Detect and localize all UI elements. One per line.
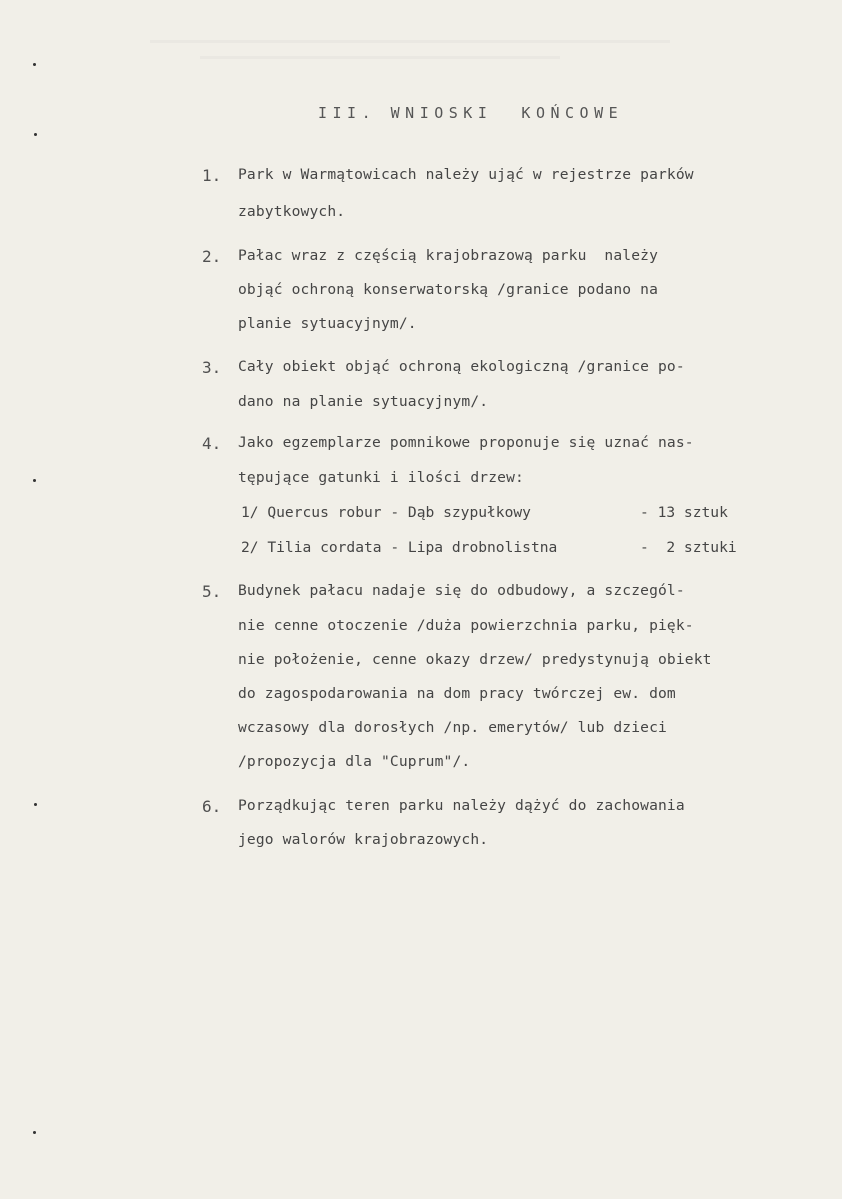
punch-mark (33, 1131, 36, 1134)
item-number: 2. (202, 247, 222, 266)
item-number: 4. (202, 434, 222, 453)
section-heading: III. WNIOSKI KOŃCOWE (318, 104, 624, 122)
item-number: 6. (202, 797, 222, 816)
tree-count: - 2 sztuki (640, 539, 737, 556)
tree-species-name: 1/ Quercus robur - Dąb szypułkowy (241, 504, 531, 521)
show-through-text (200, 56, 560, 59)
item-text-line: Park w Warmątowicach należy ująć w rejestrze parków (238, 166, 694, 183)
item-text-line: Cały obiekt objąć ochroną ekologiczną /granice po- (238, 358, 685, 375)
punch-mark (33, 479, 36, 482)
tree-count: - 13 sztuk (640, 504, 728, 521)
item-number: 1. (202, 166, 222, 185)
item-text-line: Porządkując teren parku należy dążyć do zachowania (238, 797, 685, 814)
item-number: 3. (202, 358, 222, 377)
item-text-line: Budynek pałacu nadaje się do odbudowy, a szczegól- (238, 582, 685, 599)
item-text-line: objąć ochroną konserwatorską /granice podano na (238, 281, 659, 298)
item-text-line: Jako egzemplarze pomnikowe proponuje się uznać nas- (238, 434, 694, 451)
item-text-line: zabytkowych. (238, 203, 346, 220)
item-text-line: /propozycja dla "Cuprum"/. (238, 753, 471, 770)
item-text-line: Pałac wraz z częścią krajobrazową parku należy (238, 247, 659, 264)
tree-species-name: 2/ Tilia cordata - Lipa drobnolistna (241, 539, 558, 556)
item-text-line: nie położenie, cenne okazy drzew/ predystynują obiekt (238, 651, 712, 668)
punch-mark (34, 133, 37, 136)
item-text-line: jego walorów krajobrazowych. (238, 831, 489, 848)
punch-mark (33, 63, 36, 66)
item-text-line: planie sytuacyjnym/. (238, 315, 417, 332)
item-text-line: wczasowy dla dorosłych /np. emerytów/ lub dzieci (238, 719, 667, 736)
punch-mark (34, 803, 37, 806)
item-number: 5. (202, 582, 222, 601)
item-text-line: nie cenne otoczenie /duża powierzchnia parku, pięk- (238, 617, 694, 634)
item-text-line: dano na planie sytuacyjnym/. (238, 393, 489, 410)
item-text-line: tępujące gatunki i ilości drzew: (238, 469, 524, 486)
item-text-line: do zagospodarowania na dom pracy twórczej ew. dom (238, 685, 676, 702)
show-through-text (150, 40, 670, 43)
